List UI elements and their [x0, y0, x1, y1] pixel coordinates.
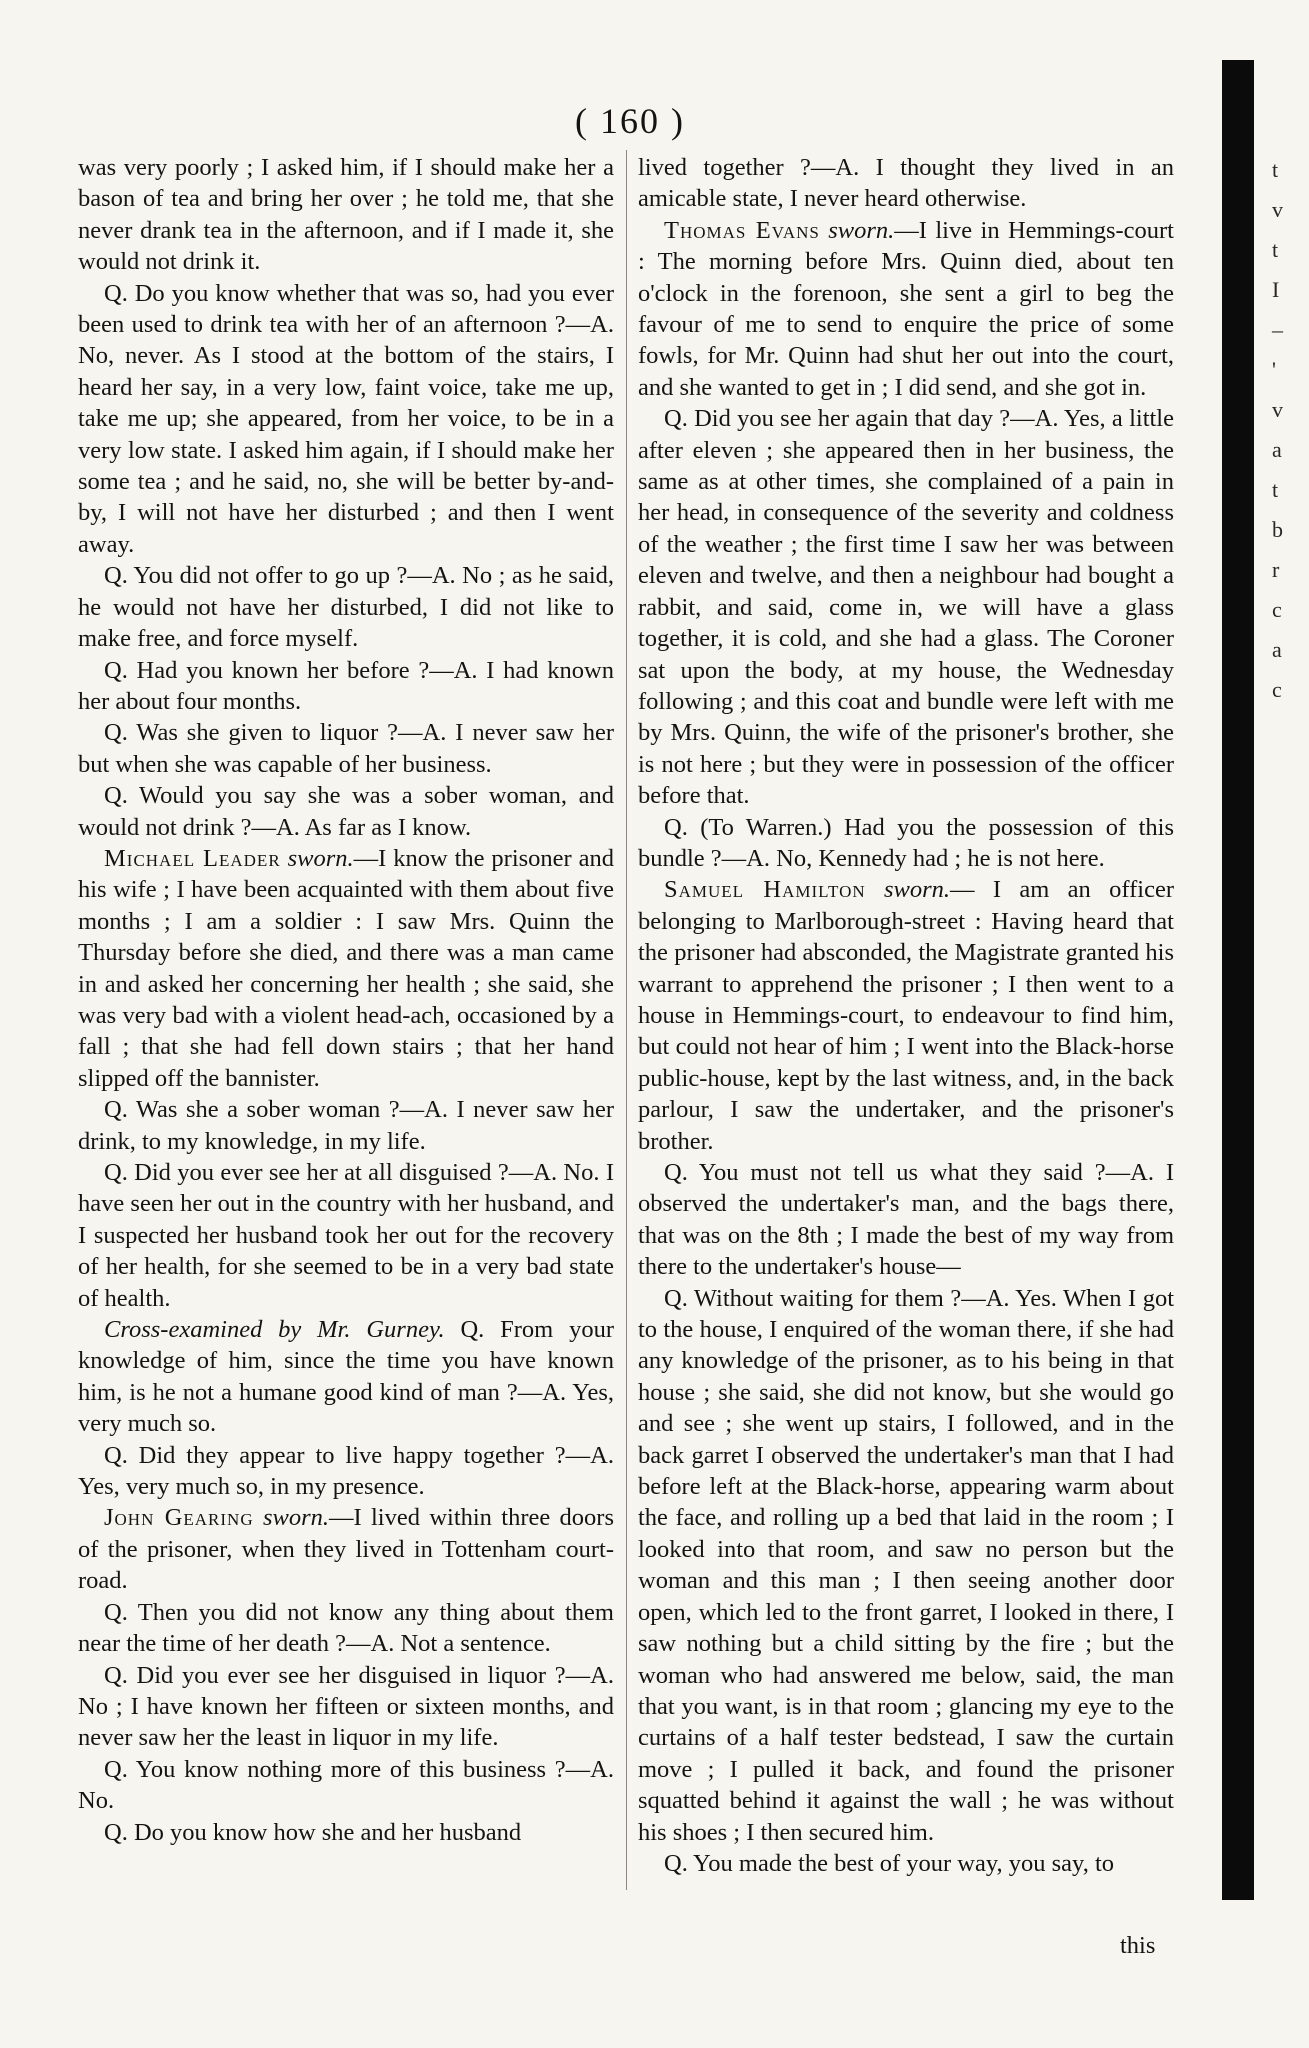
- edge-fragment: v: [1272, 397, 1283, 422]
- testimony-paragraph: Q. Had you known her before ?—A. I had known her about four months.: [78, 656, 614, 715]
- sworn-label: sworn.: [262, 1504, 329, 1532]
- witness-testimony: —I lived within three doors of the prisoner, when they lived in Tottenham court-road.: [78, 1504, 614, 1595]
- testimony-paragraph: Q. (To Warren.) Had you the possession of this bundle ?—A. No, Kennedy had ; he is not here.: [638, 813, 1174, 872]
- witness-paragraph: [78, 1502, 614, 1596]
- edge-fragment: c: [1272, 597, 1282, 622]
- witness-name: John Gearing: [104, 1504, 254, 1532]
- witness-name: Michael Leader: [104, 844, 281, 872]
- sworn-label: sworn.: [828, 216, 895, 244]
- edge-fragment: a: [1272, 437, 1282, 462]
- paragraph-continued: lived together ?—A. I thought they lived in an amicable state, I never heard otherwise.: [638, 154, 1174, 213]
- testimony-paragraph: Q. Did they appear to live happy together ?—A. Yes, very much so, in my presence.: [78, 1441, 614, 1501]
- edge-fragment: b: [1272, 517, 1283, 542]
- edge-fragment: v: [1272, 197, 1283, 222]
- edge-fragment: r: [1272, 557, 1280, 582]
- witness-paragraph: [638, 215, 1174, 403]
- testimony-paragraph: Q. Without waiting for them ?—A. Yes. When I got to the house, I enquired of the woman there, if she had any knowledge of the prisoner, as to his being in that house ; she said, she did not know, but she would go and see ; she went up stairs, I followed, and in the back garret I observed the undertaker's man that I had before left at the Black-horse, appearing warm about the face, and rolling up a bed that laid in the room ; I looked into that room, and saw no person but the woman and this man ; I then seeing another door open, which led to the front garret, I looked in there, I saw nothing but a child sitting by the fire ; but the woman who had answered me below, said, the man that you want, is in that room ; glancing my eye to the curtains of a half tester bedstead, I saw the curtain move ; I pulled it back, and found the prisoner squatted behind it against the wall ; he was without his shoes ; I then secured him.: [638, 1284, 1174, 1846]
- testimony-paragraph: Q. You did not offer to go up ?—A. No ; as he said, he would not have her disturbed, I did not like to make free, and force myself.: [78, 562, 614, 653]
- catchword: this: [1120, 1932, 1156, 1959]
- witness-name: Samuel Hamilton: [664, 876, 866, 904]
- witness-testimony: — I am an officer belonging to Marlborough-street : Having heard that the prisoner had absconded, the Magistrate granted his warrant to apprehend the prisoner ; I then went to a house in Hemmings-court, to endeavour to find him, but could not hear of him ; I went into the Black-horse public-house, kept by the last witness, and, in the back parlour, I saw the undertaker, and the prisoner's brother.: [638, 876, 1174, 1155]
- witness-paragraph: [78, 843, 614, 1094]
- edge-fragment: t: [1272, 157, 1279, 182]
- testimony-paragraph: Q. Was she a sober woman ?—A. I never saw her drink, to my knowledge, in my life.: [78, 1096, 614, 1155]
- testimony-paragraph: Q. Do you know whether that was so, had you ever been used to drink tea with her of an afternoon ?—A. No, never. As I stood at the bottom of the stairs, I heard her say, in a very low, faint voice, take me up, take me up; she appeared, from her voice, to be in a very low state. I asked him again, if I should make her some tea ; and he said, no, she will be better by-and-by, I will not have her disturbed ; and then I went away.: [78, 279, 614, 558]
- testimony-paragraph: Q. Would you say she was a sober woman, and would not drink ?—A. As far as I know.: [78, 782, 614, 841]
- left-column: [78, 152, 614, 1922]
- sworn-label: sworn.: [883, 876, 951, 904]
- testimony-paragraph: Q. Was she given to liquor ?—A. I never saw her but when she was capable of her business.: [78, 719, 614, 778]
- witness-testimony: —I know the prisoner and his wife ; I have been acquainted with them about five months ; I am a soldier : I saw Mrs. Quinn the Thursday before she died, and there was a man came in and asked her concerning her health ; she said, she was very bad with a violent head-ach, occasioned by a fall ; that she had fell down stairs ; that her hand slipped off the bannister.: [78, 844, 614, 1092]
- adjacent-page-fragments: [1272, 150, 1302, 710]
- cross-examination-paragraph: [78, 1314, 614, 1440]
- testimony-paragraph: Q. Did you ever see her disguised in liquor ?—A. No ; I have known her fifteen or sixteen months, and never saw her the least in liquor in my life.: [78, 1661, 614, 1752]
- edge-fragment: t: [1272, 477, 1279, 502]
- testimony-paragraph: Q. Then you did not know any thing about them near the time of her death ?—A. Not a sentence.: [78, 1598, 614, 1658]
- page-edge-shadow: [1222, 60, 1254, 1900]
- testimony-paragraph: Q. You made the best of your way, you say, to: [664, 1849, 1115, 1877]
- witness-name: Thomas Evans: [664, 216, 820, 244]
- page-number: ( 160 ): [575, 101, 685, 141]
- witness-testimony: —I live in Hemmings-court : The morning before Mrs. Quinn died, about ten o'clock in the forenoon, she sent a girl to beg the favour of me to send to enquire the price of some fowls, for Mr. Quinn had shut her out into the court, and she wanted to get in ; I did send, and she got in.: [638, 216, 1174, 401]
- witness-paragraph: [638, 874, 1174, 1157]
- testimony-paragraph: Q. You know nothing more of this business ?—A. No.: [78, 1755, 614, 1815]
- column-divider: [626, 150, 627, 1890]
- testimony-paragraph: Q. Did you ever see her at all disguised ?—A. No. I have seen her out in the country with her husband, and I suspected her husband took her out for the recovery of her health, for she seemed to be in a very bad state of health.: [78, 1159, 614, 1312]
- testimony-paragraph: Q. Did you see her again that day ?—A. Yes, a little after eleven ; she appeared then in her business, the same as at other times, she complained of a pain in her head, in consequence of the severity and coldness of the weather ; the first time I saw her was between eleven and twelve, and then a neighbour had bought a rabbit, and said, come in, we will have a glass together, it is cold, and she had a glass. The Coroner sat upon the body, at my house, the Wednesday following ; and this coat and bundle were left with me by Mrs. Quinn, the wife of the prisoner's brother, she is not here ; but they were in possession of the officer before that.: [638, 405, 1174, 810]
- testimony-paragraph: Q. Do you know how she and her husband: [104, 1818, 522, 1846]
- edge-fragment: ': [1272, 357, 1276, 382]
- edge-fragment: –: [1272, 317, 1283, 342]
- cross-examination-label: Cross-examined by Mr. Gurney.: [104, 1316, 445, 1344]
- cross-examination-text: Q. From your knowledge of him, since the time you have known him, is he not a humane good kind of man ?—A. Yes, very much so.: [78, 1316, 614, 1438]
- sworn-label: sworn.: [287, 844, 354, 872]
- edge-fragment: a: [1272, 637, 1282, 662]
- edge-fragment: I: [1272, 277, 1280, 302]
- edge-fragment: t: [1272, 237, 1279, 262]
- right-column: [638, 152, 1174, 1922]
- edge-fragment: c: [1272, 677, 1282, 702]
- paragraph-continued: was very poorly ; I asked him, if I should make her a bason of tea and bring her over ; he told me, that she never drank tea in the afternoon, and if I made it, she would not drink it.: [78, 154, 614, 276]
- testimony-paragraph: Q. You must not tell us what they said ?—A. I observed the undertaker's man, and the bags there, that was on the 8th ; I made the best of my way from there to the undertaker's house—: [638, 1159, 1174, 1281]
